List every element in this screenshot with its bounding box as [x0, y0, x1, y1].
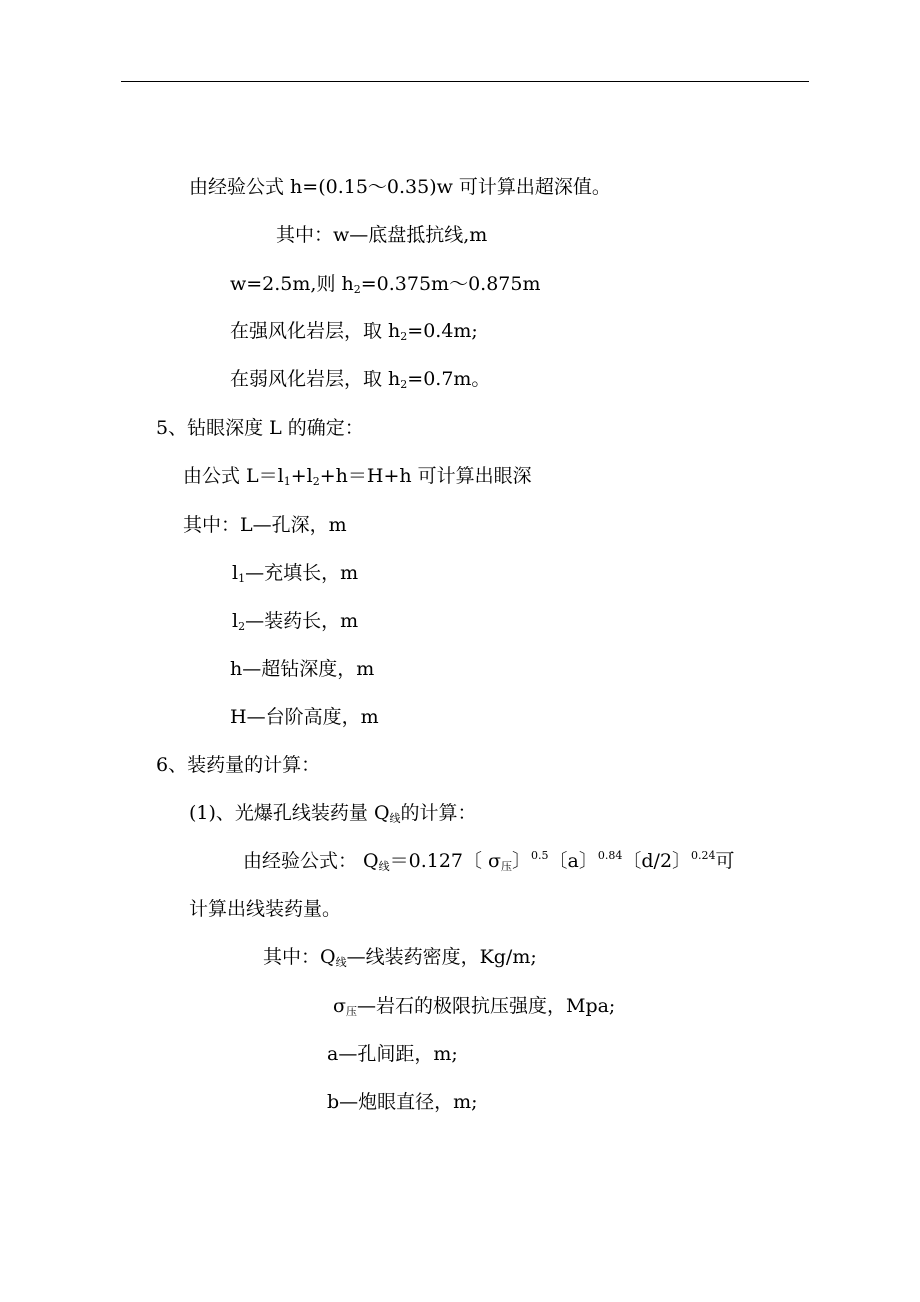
- text-line-def-h: [230, 656, 374, 682]
- text-line-where-L: [183, 512, 347, 538]
- text-line-def-a: [327, 1041, 458, 1067]
- subscript: 2: [353, 283, 361, 296]
- superscript: 0.84: [597, 849, 623, 862]
- text-segment: w=2.5m,则 h: [230, 273, 354, 295]
- text-segment: 〔d/2〕: [622, 850, 692, 872]
- text-segment: —充填长，m: [245, 562, 359, 584]
- text-segment: =0.4m;: [407, 320, 478, 342]
- text-segment: —岩石的极限抗压强度，Mpa;: [356, 995, 616, 1017]
- text-segment: —线装药密度，Kg/m;: [346, 946, 537, 968]
- subscript: 1: [283, 475, 291, 488]
- text-segment: 其中：L—孔深，m: [183, 514, 347, 536]
- subscript: 压: [345, 1005, 357, 1018]
- subscript: 2: [312, 475, 320, 488]
- text-segment: 由公式 L＝l: [183, 465, 284, 487]
- text-segment: b—炮眼直径，m;: [327, 1091, 478, 1113]
- text-line-def-sigma: [333, 993, 615, 1019]
- text-segment: (1)、光爆孔线装药量 Q: [189, 802, 390, 824]
- text-segment: a—孔间距，m;: [327, 1043, 458, 1065]
- superscript: 0.24: [691, 849, 716, 862]
- text-line-formula-L: [183, 463, 532, 489]
- text-line-def-l2: [232, 608, 358, 634]
- subscript: 线: [335, 956, 347, 969]
- text-segment: 由经验公式 h=(0.15～0.35)w 可计算出超深值。: [189, 176, 611, 198]
- section-heading-5: [156, 415, 364, 441]
- text-segment: =0.7m。: [407, 368, 491, 390]
- subsection-heading-1: [189, 800, 477, 826]
- subscript: 线: [389, 812, 401, 825]
- text-line-def-b: [327, 1089, 478, 1115]
- text-segment: 其中：Q: [263, 946, 336, 968]
- superscript: 0.5: [531, 849, 549, 862]
- text-segment: 〕: [512, 850, 532, 872]
- text-line-weak-weathered: [230, 366, 490, 392]
- text-segment: h—超钻深度，m: [230, 658, 375, 680]
- text-segment: 其中：w—底盘抵抗线,m: [276, 224, 488, 246]
- text-line-formula-overdrill: [189, 174, 611, 200]
- subscript: 2: [400, 330, 408, 343]
- text-line-strong-weathered: [230, 318, 478, 344]
- text-segment: 5、钻眼深度 L 的确定：: [156, 417, 364, 439]
- text-segment: 6、装药量的计算：: [156, 754, 321, 776]
- text-segment: ＝0.127〔 σ: [389, 850, 502, 872]
- text-line-where-Q: [263, 944, 537, 970]
- text-segment: 在强风化岩层，取 h: [230, 320, 401, 342]
- text-segment: =0.375m～0.875m: [360, 273, 541, 295]
- text-line-w-value: [230, 271, 540, 297]
- text-line-formula-Q: [243, 848, 735, 874]
- text-segment: l: [232, 610, 239, 632]
- section-heading-6: [156, 752, 320, 778]
- subscript: 2: [238, 620, 246, 633]
- text-segment: +l: [290, 465, 313, 487]
- text-line-def-H: [230, 704, 379, 730]
- subscript: 2: [400, 378, 408, 391]
- text-segment: 由经验公式： Q: [243, 850, 379, 872]
- text-line-where-w: [276, 222, 487, 248]
- text-segment: —装药长，m: [245, 610, 359, 632]
- text-segment: 可: [715, 850, 735, 872]
- subscript: 1: [238, 572, 246, 585]
- text-segment: H—台阶高度，m: [230, 706, 379, 728]
- text-line-def-l1: [232, 560, 358, 586]
- subscript: 线: [378, 860, 390, 873]
- text-segment: 在弱风化岩层，取 h: [230, 368, 401, 390]
- text-segment: l: [232, 562, 239, 584]
- text-segment: +h＝H+h 可计算出眼深: [319, 465, 532, 487]
- text-segment: 计算出线装药量。: [189, 898, 342, 920]
- text-segment: 〔a〕: [548, 850, 598, 872]
- text-segment: σ: [333, 995, 346, 1017]
- subscript: 压: [501, 860, 513, 873]
- text-segment: 的计算：: [400, 802, 477, 824]
- text-line-formula-Q-cont: [189, 896, 341, 922]
- header-rule: [121, 81, 809, 82]
